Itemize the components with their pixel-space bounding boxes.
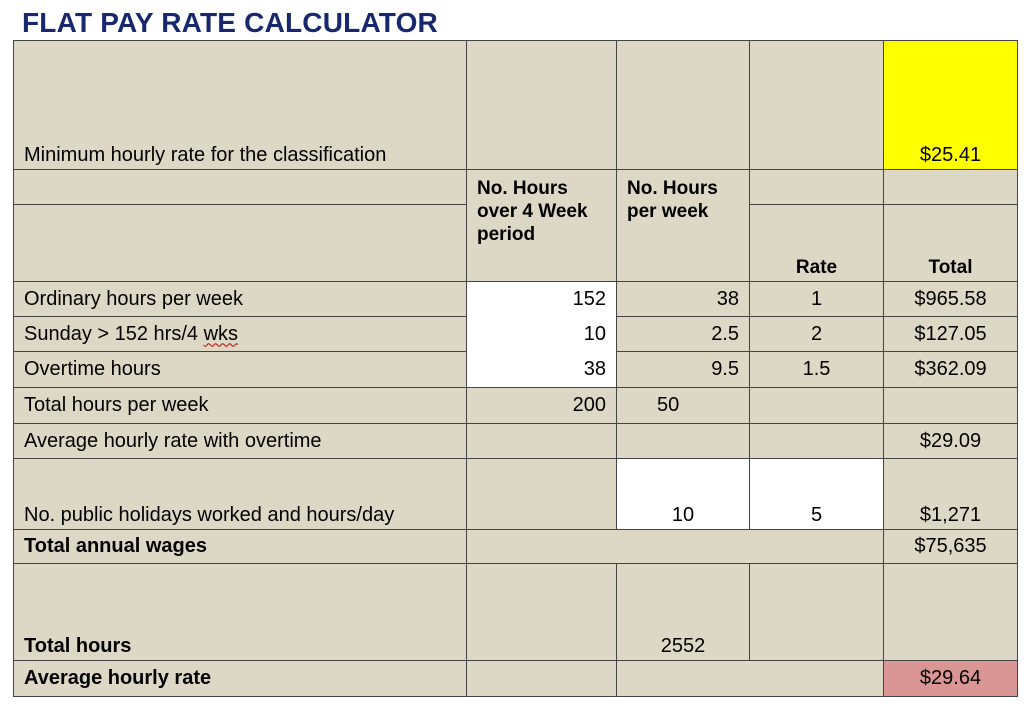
public-holidays-hours-per-day[interactable]: 5 (750, 459, 884, 530)
ordinary-total: $965.58 (884, 282, 1018, 317)
row-sunday-hours (14, 317, 1018, 352)
header-rate: Rate (750, 205, 884, 282)
header-total: Total (884, 205, 1018, 282)
header-row-top (14, 170, 1018, 205)
sunday-hours-week: 2.5 (617, 317, 750, 352)
public-holidays-total: $1,271 (884, 459, 1018, 530)
row-average-rate (14, 661, 1018, 697)
row-annual-wages (14, 530, 1018, 564)
row-total-hours (14, 564, 1018, 661)
empty-cell (750, 661, 884, 697)
overtime-rate: 1.5 (750, 352, 884, 388)
total-hours-value: 2552 (617, 564, 750, 661)
total-hours-label: Total hours (14, 564, 467, 661)
empty-cell (617, 661, 750, 697)
avg-overtime-label: Average hourly rate with overtime (14, 424, 467, 459)
ordinary-label: Ordinary hours per week (14, 282, 467, 317)
sunday-label-wks: wks (203, 322, 239, 345)
row-overtime-hours (14, 352, 1018, 388)
empty-cell (467, 459, 617, 530)
row-avg-with-overtime (14, 424, 1018, 459)
row-minimum-rate (14, 41, 1018, 170)
empty-cell (750, 564, 884, 661)
empty-cell (617, 424, 750, 459)
empty-cell (884, 170, 1018, 205)
overtime-total: $362.09 (884, 352, 1018, 388)
average-rate-value: $29.64 (884, 661, 1018, 697)
pay-rate-table (13, 40, 1018, 697)
empty-cell (14, 170, 467, 205)
total-hours-week-label: Total hours per week (14, 388, 467, 424)
sunday-label-text: Sunday > 152 hrs/4 (24, 322, 204, 345)
overtime-hours-4wk[interactable]: 38 (467, 352, 617, 388)
ordinary-rate: 1 (750, 282, 884, 317)
empty-cell (467, 564, 617, 661)
empty-cell (884, 388, 1018, 424)
total-hours-week: 50 (617, 388, 750, 424)
page-title: FLAT PAY RATE CALCULATOR (22, 7, 438, 38)
public-holidays-label: No. public holidays worked and hours/day (14, 459, 467, 530)
empty-cell (750, 170, 884, 205)
avg-overtime-total: $29.09 (884, 424, 1018, 459)
empty-cell (467, 530, 617, 564)
header-hours-4wk: No. Hours over 4 Week period (467, 170, 617, 282)
minimum-rate-label: Minimum hourly rate for the classification (14, 41, 467, 170)
total-hours-4wk: 200 (467, 388, 617, 424)
overtime-hours-week: 9.5 (617, 352, 750, 388)
annual-wages-total: $75,635 (884, 530, 1018, 564)
header-hours-week: No. Hours per week (617, 170, 750, 282)
sunday-label (14, 317, 467, 352)
ordinary-hours-week: 38 (617, 282, 750, 317)
empty-cell (14, 205, 467, 282)
empty-cell (467, 424, 617, 459)
empty-cell (617, 530, 750, 564)
sunday-total: $127.05 (884, 317, 1018, 352)
minimum-rate-value[interactable]: $25.41 (884, 41, 1018, 170)
row-public-holidays (14, 459, 1018, 530)
row-total-hours-week (14, 388, 1018, 424)
annual-wages-label: Total annual wages (14, 530, 467, 564)
empty-cell (467, 661, 617, 697)
public-holidays-days[interactable]: 10 (617, 459, 750, 530)
empty-cell (750, 388, 884, 424)
empty-cell (750, 530, 884, 564)
row-ordinary-hours (14, 282, 1018, 317)
empty-cell (617, 41, 750, 170)
sunday-hours-4wk[interactable]: 10 (467, 317, 617, 352)
empty-cell (884, 564, 1018, 661)
ordinary-hours-4wk[interactable]: 152 (467, 282, 617, 317)
empty-cell (750, 41, 884, 170)
empty-cell (750, 424, 884, 459)
empty-cell (467, 41, 617, 170)
average-rate-label: Average hourly rate (14, 661, 467, 697)
sunday-rate: 2 (750, 317, 884, 352)
overtime-label: Overtime hours (14, 352, 467, 388)
